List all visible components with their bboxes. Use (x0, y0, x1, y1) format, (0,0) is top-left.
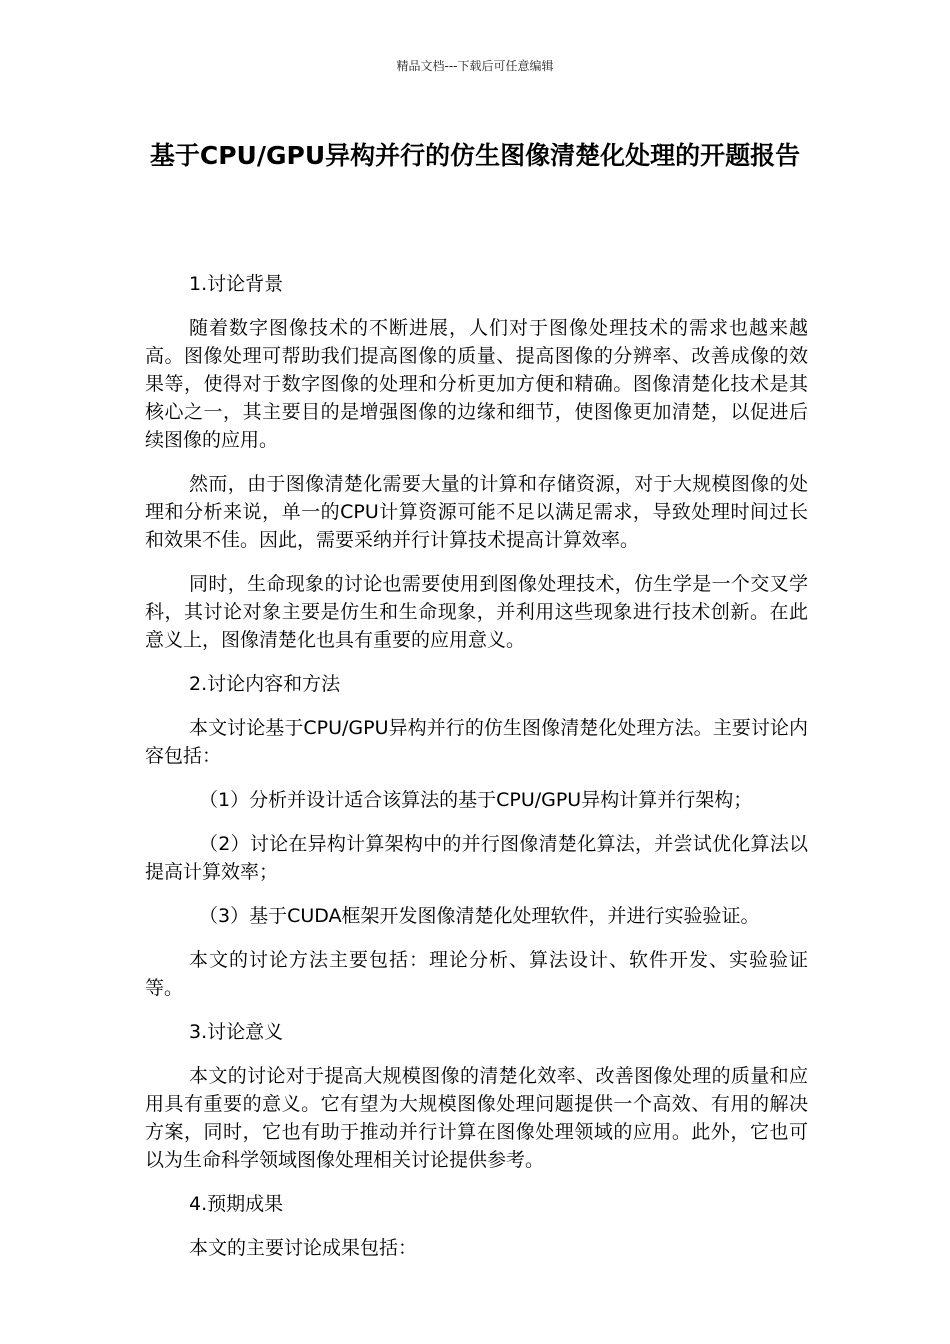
document-title: 基于CPU/GPU异构并行的仿生图像清楚化处理的开题报告 (149, 141, 801, 170)
paragraph: 同时，生命现象的讨论也需要使用到图像处理技术，仿生学是一个交叉学科，其讨论对象主要是仿生和生命现象，并利用这些现象进行技术创新。在此意义上，图像清楚化也具有重要的应用意义。 (145, 573, 808, 651)
list-item: （3）基于CUDA框架开发图像清楚化处理软件，并进行实验验证。 (199, 905, 760, 927)
paragraph: 本文的讨论对于提高大规模图像的清楚化效率、改善图像处理的质量和应用具有重要的意义。它有望为大规模图像处理问题提供一个高效、有用的解决方案，同时，它也有助于推动并行计算在图像处理领域的应用。此外，它也可以为生命科学领域图像处理相关讨论提供参考。 (145, 1065, 808, 1171)
paragraph: 然而，由于图像清楚化需要大量的计算和存储资源，对于大规模图像的处理和分析来说，单一的CPU计算资源可能不足以满足需求，导致处理时间过长和效果不佳。因此，需要采纳并行计算技术提高计算效率。 (145, 473, 808, 551)
section-heading-content-methods: 2.讨论内容和方法 (189, 673, 341, 695)
section-heading-significance: 3.讨论意义 (189, 1021, 284, 1043)
section-heading-expected-results: 4.预期成果 (189, 1193, 284, 1215)
document-body (145, 270, 808, 1278)
list-item: （2）讨论在异构计算架构中的并行图像清楚化算法，并尝试优化算法以提高计算效率； (145, 833, 808, 883)
paragraph: 本文的讨论方法主要包括：理论分析、算法设计、软件开发、实验验证等。 (145, 949, 808, 999)
paragraph: 本文的主要讨论成果包括： (189, 1237, 418, 1259)
list-item: （1）分析并设计适合该算法的基于CPU/GPU异构计算并行架构； (199, 789, 753, 811)
paragraph: 随着数字图像技术的不断进展，人们对于图像处理技术的需求也越来越高。图像处理可帮助我们提高图像的质量、提高图像的分辨率、改善成像的效果等，使得对于数字图像的处理和分析更加方便和精确。图像清楚化技术是其核心之一，其主要目的是增强图像的边缘和细节，使图像更加清楚，以促进后续图像的应用。 (145, 317, 808, 451)
section-heading-background: 1.讨论背景 (189, 273, 284, 295)
header-watermark: 精品文档---下载后可任意编辑 (396, 59, 554, 73)
paragraph: 本文讨论基于CPU/GPU异构并行的仿生图像清楚化处理方法。主要讨论内容包括： (145, 717, 808, 767)
